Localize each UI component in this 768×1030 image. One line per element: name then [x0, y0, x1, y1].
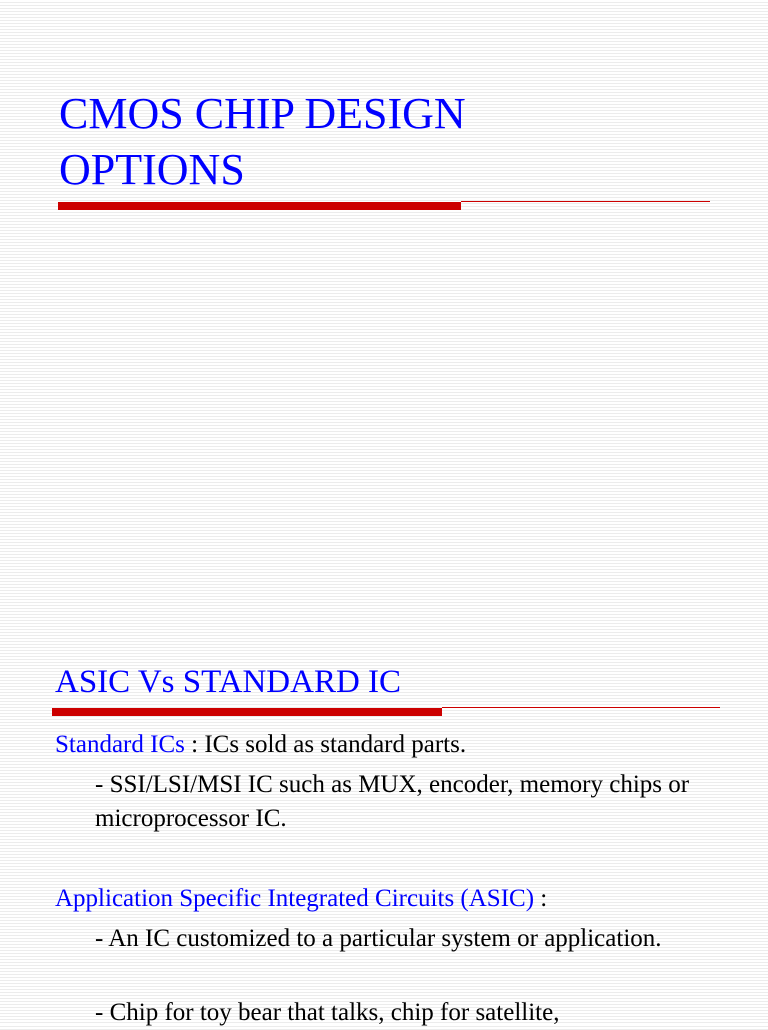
asic-example: - Chip for toy bear that talks, chip for satellite, — [95, 999, 560, 1026]
title-underline-thin — [442, 707, 720, 708]
standard-ic-definition — [55, 728, 466, 762]
term-separator: : — [534, 885, 548, 912]
title-underline-thick — [58, 202, 461, 210]
slide-title-line-1: CMOS CHIP DESIGN — [59, 89, 466, 138]
term-standard-ics: Standard ICs — [55, 731, 185, 758]
slide-title: ASIC Vs STANDARD IC — [55, 664, 402, 700]
standard-ic-definition-text: ICs sold as standard parts. — [204, 731, 467, 758]
asic-description: - An IC customized to a particular system or application. — [95, 925, 662, 952]
slide-asic-vs-standard-ic — [0, 620, 768, 1024]
title-underline-thick — [52, 708, 442, 716]
term-separator: : — [184, 731, 205, 758]
asic-definition — [55, 882, 547, 916]
term-asic: Application Specific Integrated Circuits (ASIC) — [55, 885, 535, 912]
slide-title-line-2: OPTIONS — [59, 145, 245, 194]
title-underline-thin — [461, 201, 710, 202]
standard-ic-example: - SSI/LSI/MSI IC such as MUX, encoder, memory chips or microprocessor IC. — [95, 771, 690, 832]
slide-title — [59, 86, 466, 198]
